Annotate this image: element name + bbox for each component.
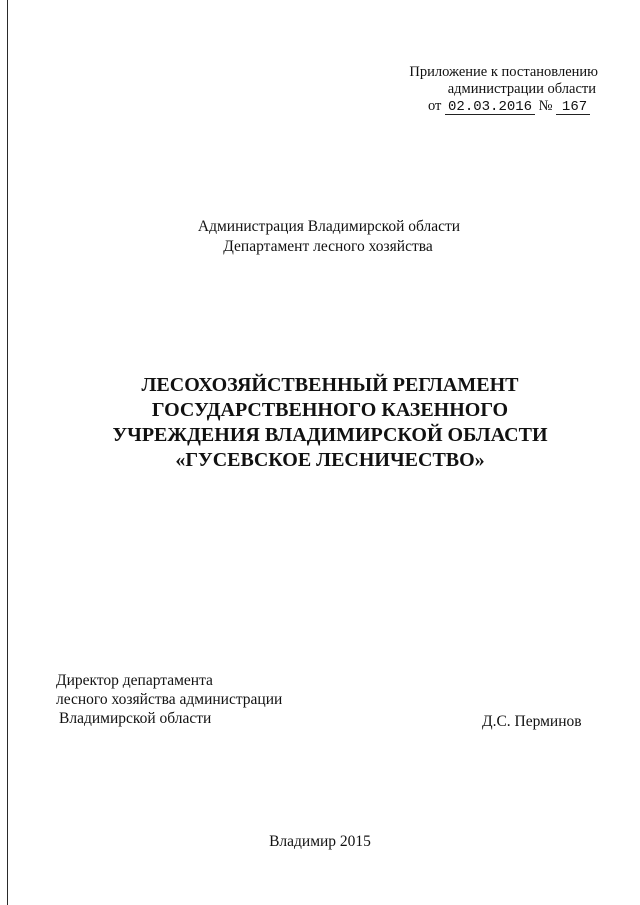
signatory-position (56, 671, 282, 728)
title-line-1: ЛЕСОХОЗЯЙСТВЕННЫЙ РЕГЛАМЕНТ (141, 374, 519, 396)
signatory-name: Д.С. Перминов (482, 713, 582, 730)
appendix-line-1: Приложение к постановлению (409, 64, 598, 80)
appendix-line-2: администрации области (447, 81, 596, 97)
appendix-block (330, 64, 598, 115)
title-line-3: УЧРЕЖДЕНИЯ ВЛАДИМИРСКОЙ ОБЛАСТИ (112, 424, 548, 446)
appendix-date-prefix: от (428, 98, 442, 114)
signatory-position-line-1: Директор департамента (56, 672, 213, 689)
title-line-2: ГОСУДАРСТВЕННОГО КАЗЕННОГО (151, 399, 509, 421)
appendix-date-value: 02.03.2016 (445, 100, 535, 115)
signatory-position-line-2: лесного хозяйства администрации (56, 691, 283, 708)
organization-block (0, 217, 640, 257)
document-title (0, 373, 640, 473)
administration-name: Администрация Владимирской области (197, 218, 461, 235)
department-name: Департамент лесного хозяйства (223, 238, 433, 255)
appendix-number-value: 167 (556, 100, 590, 115)
appendix-date-row (330, 98, 598, 115)
title-line-4: «ГУСЕВСКОЕ ЛЕСНИЧЕСТВО» (175, 449, 485, 471)
place-and-year: Владимир 2015 (269, 833, 371, 850)
signatory-position-line-3: Владимирской области (59, 710, 212, 727)
appendix-number-sign: № (538, 98, 553, 114)
